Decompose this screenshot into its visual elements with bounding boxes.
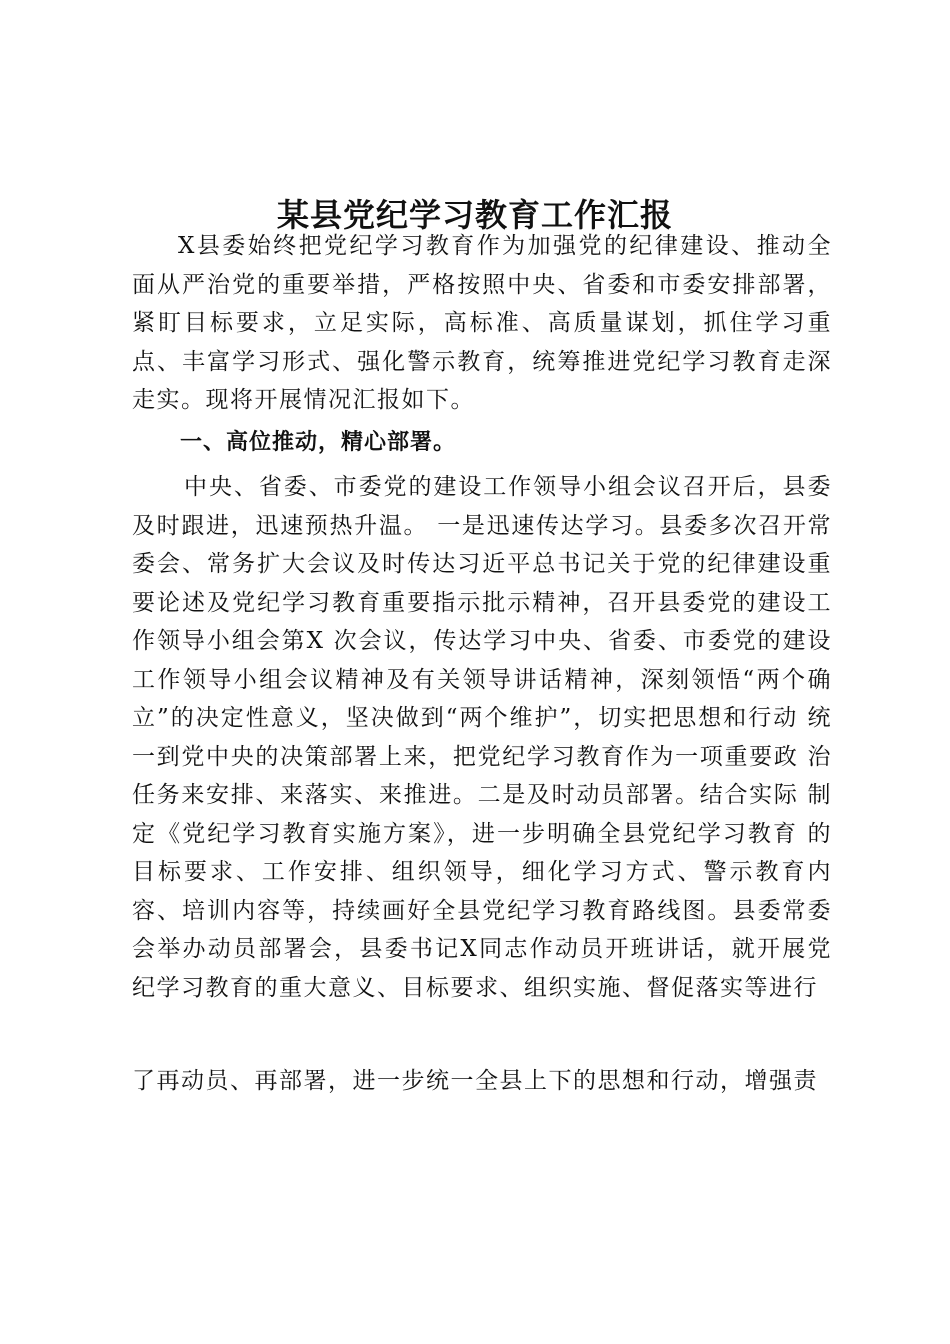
body-paragraph: 中央、省委、市委党的建设工作领导小组会议召开后，县委及时跟进，迅速预热升温。 一是迅速传达学习。县委多次召开常委会、常务扩大会议及时传达习近平总书记关于党的纪律建设重要论述及党纪学习教育重要指示批示精神，召开县委党的建设工作领导小组会第X 次会议，传达学习中央、省委、市委党的建设 工作领导小组会议精神及有关领导讲话精神，深刻领悟“两个确 立”的决定性意义，坚决做到“两个维护”，切实把思想和行动 统一到党中央的决策部署上来，把党纪学习教育作为一项重要政 治任务来安排、来落实、来推进。二是及时动员部署。结合实际 制定《党纪学习教育实施方案》，进一步明确全县党纪学习教育 的目标要求、工作安排、组织领导，细化学习方式、警示教育内 容、培训内容等，持续画好全县党纪学习教育路线图。县委常委 会举办动员部署会，县委书记X同志作动员开班讲话，就开展党 纪学习教育的重大意义、目标要求、组织实施、督促落实等进行	[132, 474, 832, 1001]
body-paragraph-continued: 了再动员、再部署，进一步统一全县上下的思想和行动，增强责	[132, 1068, 818, 1094]
intro-paragraph: X县委始终把党纪学习教育作为加强党的纪律建设、推动全面从严治党的重要举措，严格按照中央、省委和市委安排部署，紧盯目标要求，立足实际，高标准、高质量谋划，抓住学习重点、丰富学习形式、强化警示教育，统筹推进党纪学习教育走深走实。现将开展情况汇报如下。	[132, 233, 832, 413]
page-title: 某县党纪学习教育工作汇报	[276, 196, 673, 235]
section-heading: 一、高位推动，精心部署。	[180, 430, 457, 455]
